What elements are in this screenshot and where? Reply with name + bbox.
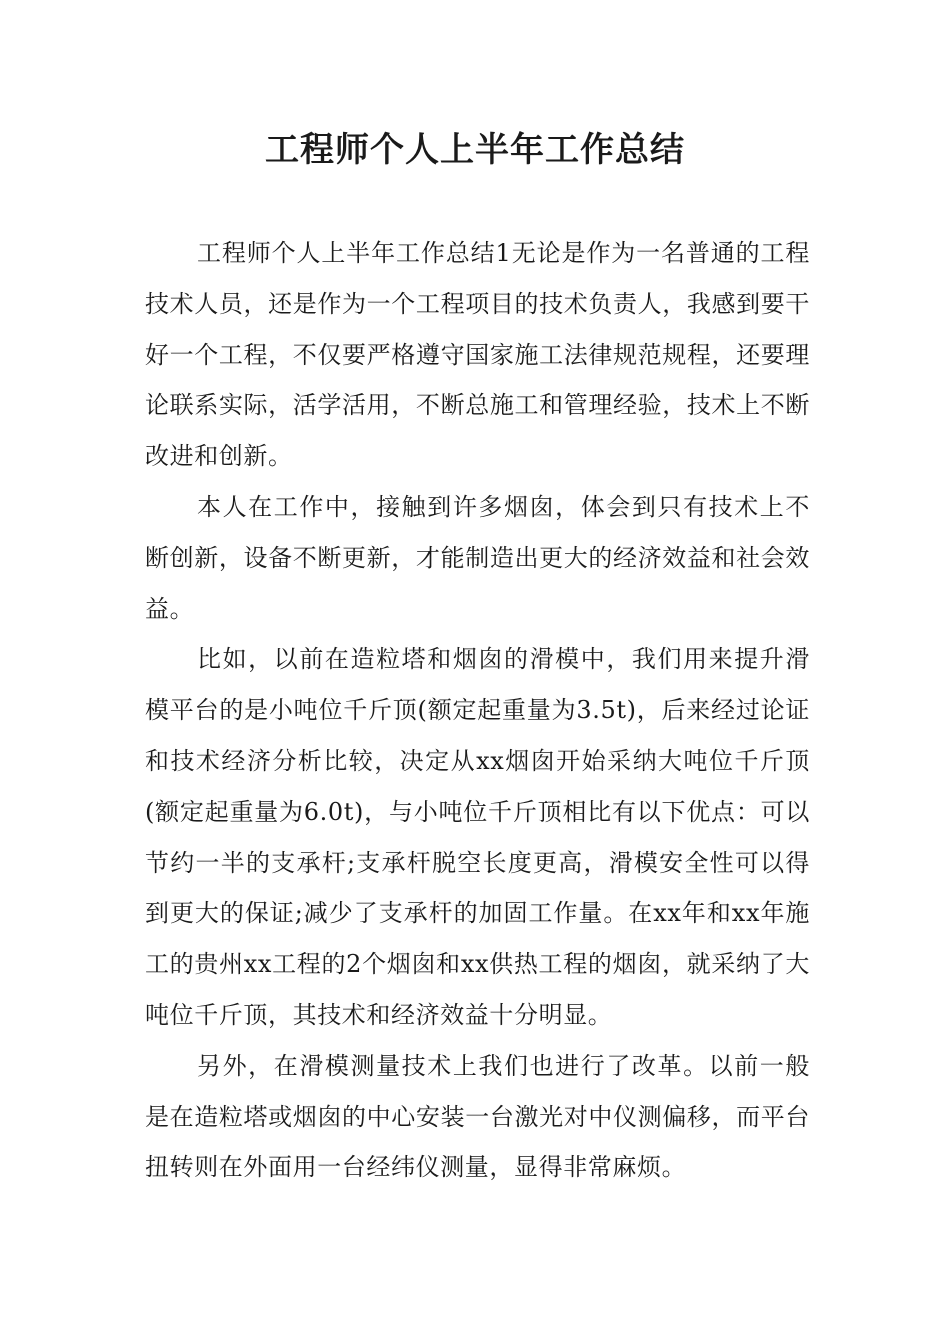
- paragraph-1: 工程师个人上半年工作总结1无论是作为一名普通的工程技术人员，还是作为一个工程项目的技术负责人，我感到要干好一个工程，不仅要严格遵守国家施工法律规范规程，还要理论联系实际，活学活用，不断总施工和管理经验，技术上不断改进和创新。: [145, 239, 810, 471]
- paragraph-4: 另外，在滑模测量技术上我们也进行了改革。以前一般是在造粒塔或烟囱的中心安装一台激光对中仪测偏移，而平台扭转则在外面用一台经纬仪测量，显得非常麻烦。: [145, 1051, 810, 1182]
- document-title: 工程师个人上半年工作总结: [265, 130, 685, 170]
- document-body: [145, 228, 810, 1193]
- paragraph-3: 比如，以前在造粒塔和烟囱的滑模中，我们用来提升滑模平台的是小吨位千斤顶(额定起重量为3.5t)，后来经过论证和技术经济分析比较，决定从xx烟囱开始采纳大吨位千斤顶(额定起重量为6.0t)，与小吨位千斤顶相比有以下优点：可以节约一半的支承杆;支承杆脱空长度更高，滑模安全性可以得到更大的保证;减少了支承杆的加固工作量。在xx年和xx年施工的贵州xx工程的2个烟囱和xx供热工程的烟囱，就采纳了大吨位千斤顶，其技术和经济效益十分明显。: [145, 645, 810, 1029]
- paragraph-2: 本人在工作中，接触到许多烟囱，体会到只有技术上不断创新，设备不断更新，才能制造出更大的经济效益和社会效益。: [145, 492, 810, 623]
